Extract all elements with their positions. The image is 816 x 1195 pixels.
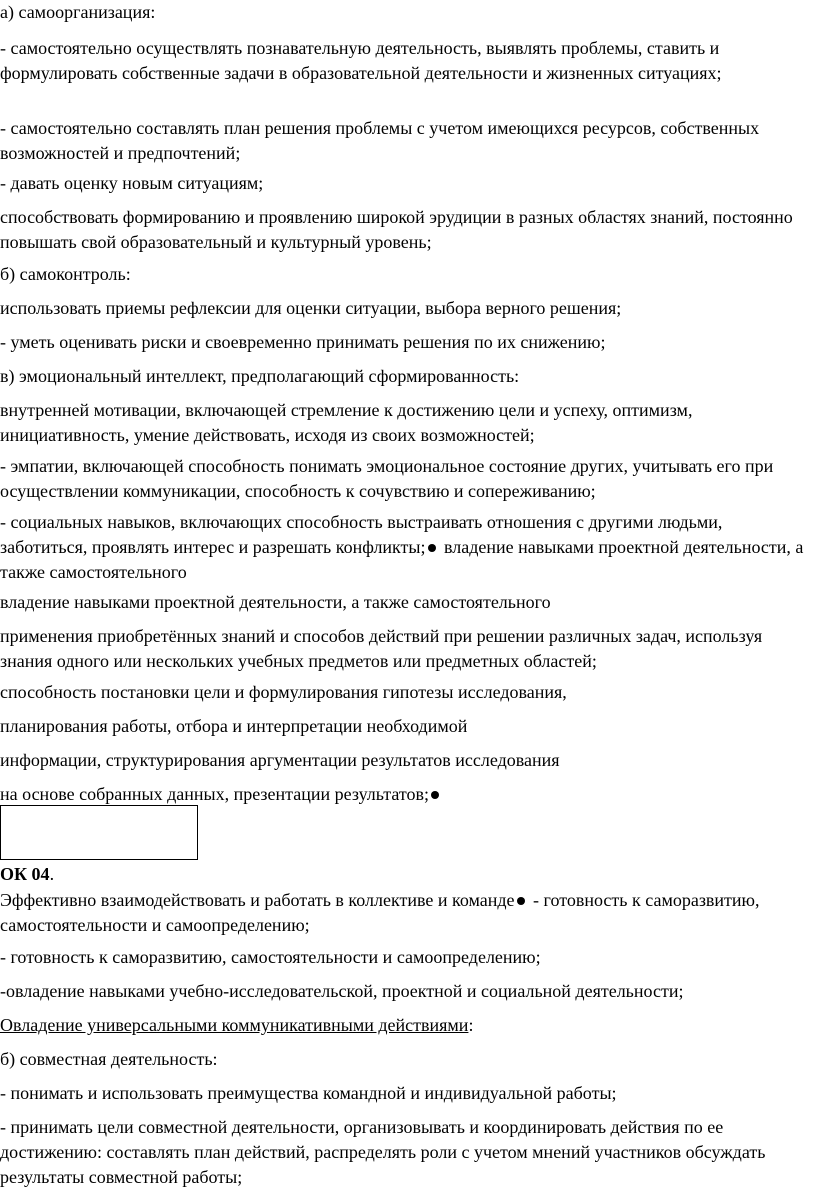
paragraph: внутренней мотивации, включающей стремление к достижению цели и успеху, оптимизм, инициативность, умение действовать, исходя из своих возможностей; <box>0 400 693 445</box>
paragraph: - давать оценку новым ситуациям; <box>0 173 264 193</box>
empty-frame <box>0 805 198 860</box>
paragraph: - готовность к саморазвитию, самостоятельности и самоопределению; <box>0 947 541 967</box>
paragraph: - самостоятельно составлять план решения проблемы с учетом имеющихся ресурсов, собственных возможностей и предпочтений; <box>0 118 760 163</box>
paragraph: - самостоятельно осуществлять познавательную деятельность, выявлять проблемы, ставить и формулировать собственные задачи в образовательной деятельности и жизненных ситуациях; <box>0 38 722 83</box>
paragraph: информации, структурирования аргументации результатов исследования <box>0 750 560 770</box>
paragraph-self-control-heading: б) самоконтроль: <box>0 264 131 284</box>
competency-code-dot: . <box>49 864 55 884</box>
paragraph <box>0 782 812 807</box>
paragraph-text: - социальных навыков, включающих способность выстраивать отношения с другими людьми, заботиться, проявлять интерес и разрешать конфликты; <box>0 512 723 557</box>
paragraph-text: : <box>468 1015 474 1035</box>
paragraph: -овладение навыками учебно-исследовательской, проектной и социальной деятельности; <box>0 981 684 1001</box>
paragraph: способность постановки цели и формулирования гипотезы исследования, <box>0 682 567 702</box>
paragraph <box>0 888 812 938</box>
paragraph: владение навыками проектной деятельности, а также самостоятельного <box>0 592 551 612</box>
paragraph-text: на основе собранных данных, презентации результатов; <box>0 784 430 804</box>
bullet-icon <box>431 791 439 799</box>
paragraph <box>0 1013 812 1038</box>
paragraph <box>0 510 812 585</box>
paragraph-text: - готовность к саморазвитию, самостоятельности и самоопределению; <box>0 890 760 935</box>
competency-code-label: ОК 04 <box>0 864 50 884</box>
paragraph: - уметь оценивать риски и своевременно принимать решения по их снижению; <box>0 332 606 352</box>
paragraph: - понимать и использовать преимущества командной и индивидуальной работы; <box>0 1083 617 1103</box>
paragraph: способствовать формированию и проявлению широкой эрудиции в разных областях знаний, постоянно повышать свой образовательный и культурный уровень; <box>0 207 793 252</box>
paragraph-text: Эффективно взаимодействовать и работать в коллективе и команде <box>0 890 515 910</box>
paragraph-text: владение навыками проектной деятельности, а также самостоятельного <box>0 537 804 582</box>
bullet-icon <box>428 544 436 552</box>
paragraph-joint-activity-heading: б) совместная деятельность: <box>0 1049 218 1069</box>
bullet-icon <box>517 897 525 905</box>
paragraph: использовать приемы рефлексии для оценки ситуации, выбора верного решения; <box>0 298 622 318</box>
paragraph: планирования работы, отбора и интерпретации необходимой <box>0 716 468 736</box>
underlined-heading: Овладение универсальными коммуникативными действиями <box>0 1015 469 1035</box>
paragraph-emotional-intellect-heading: в) эмоциональный интеллект, предполагающий сформированность: <box>0 366 520 386</box>
paragraph-self-organization-heading: а) самоорганизация: <box>0 2 156 22</box>
competency-code <box>0 862 812 887</box>
paragraph: - эмпатии, включающей способность понимать эмоциональное состояние других, учитывать его при осуществлении коммуникации, способность к сочувствию и сопереживанию; <box>0 456 774 501</box>
paragraph: - принимать цели совместной деятельности, организовывать и координировать действия по ее достижению: составлять план действий, распределять роли с учетом мнений участников обсуждать результаты совместной работы; <box>0 1117 766 1187</box>
paragraph: применения приобретённых знаний и способов действий при решении различных задач, используя знания одного или нескольких учебных предметов или предметных областей; <box>0 626 763 671</box>
